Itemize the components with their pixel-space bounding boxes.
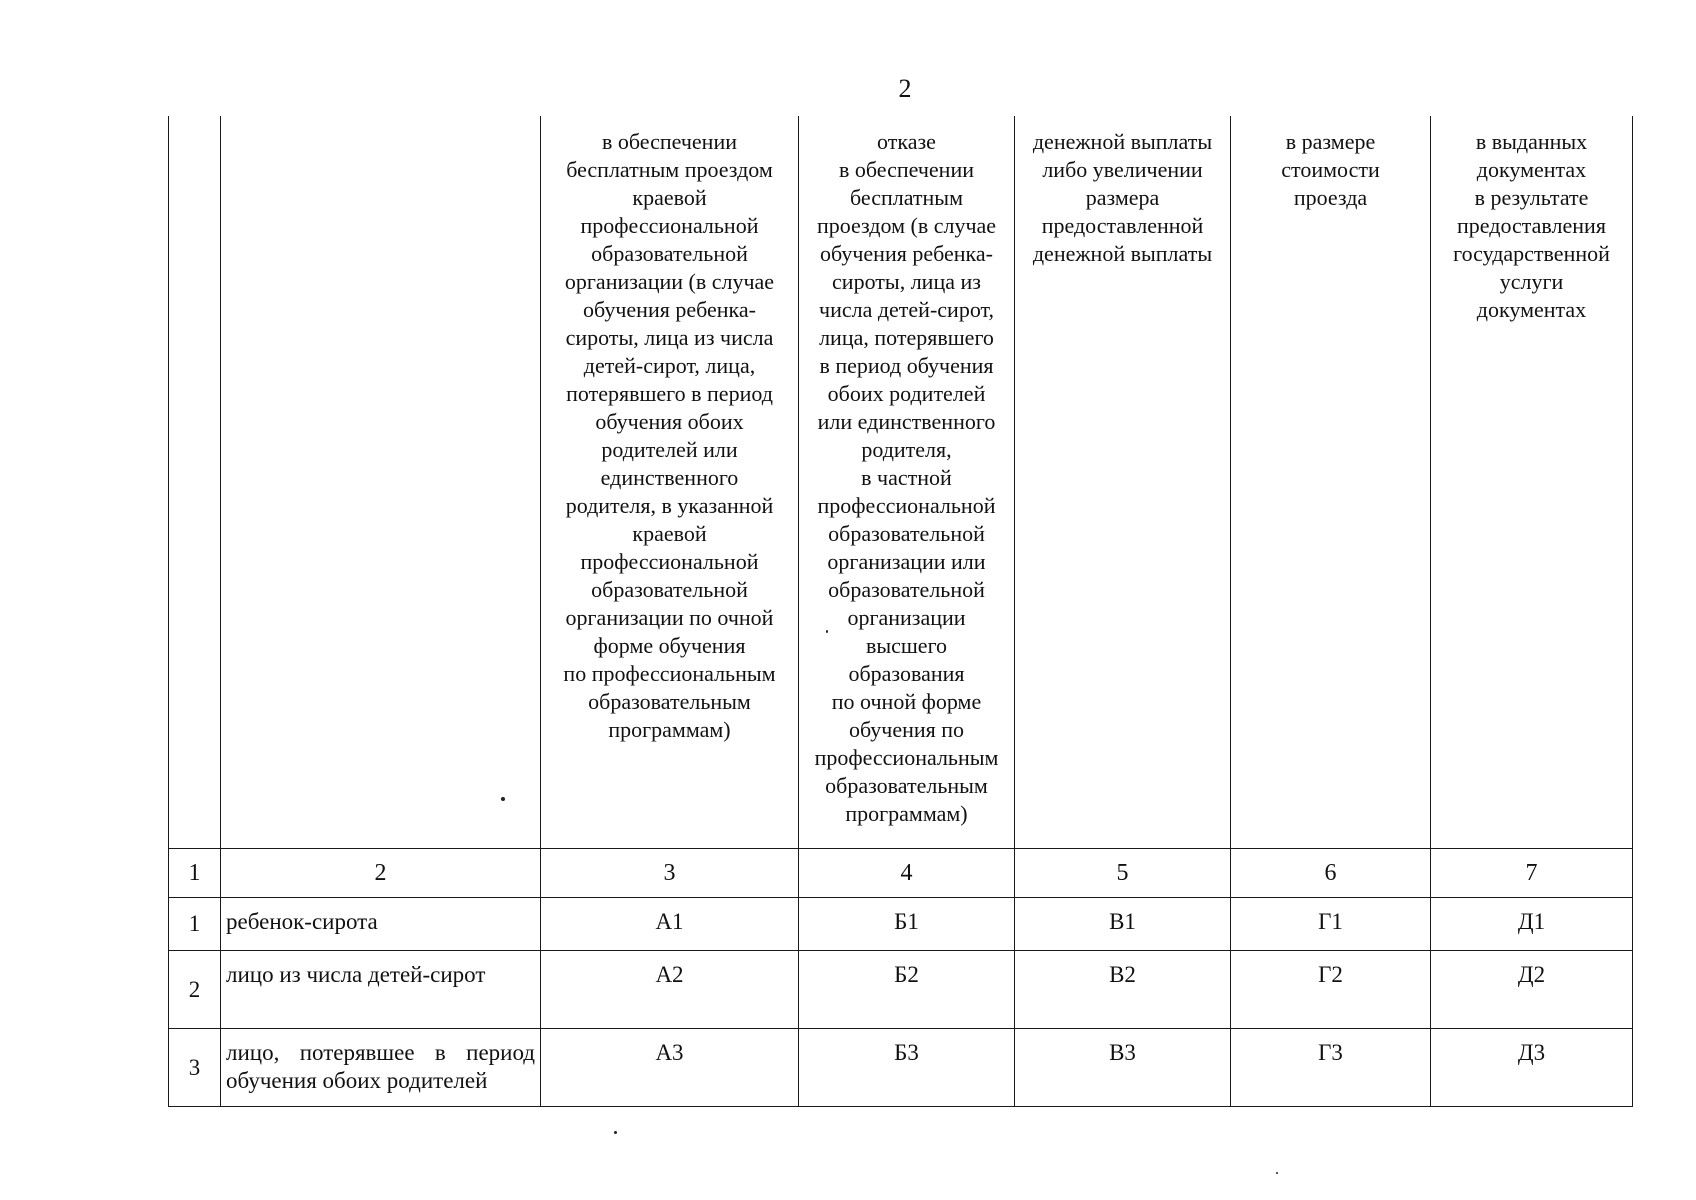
table-cell: В3 xyxy=(1015,1029,1231,1107)
header-text-7: в выданных документах в результате предоставления государственной услуги документах xyxy=(1453,129,1610,322)
table-cell: Д2 xyxy=(1431,951,1633,1029)
table-cell: А1 xyxy=(541,898,799,951)
table-cell: Г2 xyxy=(1231,951,1431,1029)
table-row xyxy=(169,898,1633,951)
header-cell-6 xyxy=(1231,116,1431,849)
data-table xyxy=(168,116,1633,1107)
row-number: 3 xyxy=(169,1029,221,1107)
table-cell: А2 xyxy=(541,951,799,1029)
row-category: ребенок-сирота xyxy=(221,898,541,951)
header-cell-5 xyxy=(1015,116,1231,849)
scan-speck xyxy=(501,797,505,801)
table-cell: Б1 xyxy=(799,898,1015,951)
header-cell-2 xyxy=(221,116,541,849)
header-cell-3 xyxy=(541,116,799,849)
table-cell: Б2 xyxy=(799,951,1015,1029)
row-number: 2 xyxy=(169,951,221,1029)
header-row xyxy=(169,116,1633,849)
column-number: 7 xyxy=(1431,849,1633,898)
table-row xyxy=(169,1029,1633,1107)
column-number: 1 xyxy=(169,849,221,898)
table-cell: В2 xyxy=(1015,951,1231,1029)
column-number: 5 xyxy=(1015,849,1231,898)
row-category: лицо из числа детей-сирот xyxy=(221,951,541,1029)
column-number: 3 xyxy=(541,849,799,898)
table-cell: Г1 xyxy=(1231,898,1431,951)
scan-speck xyxy=(1276,1172,1278,1174)
header-text-5: денежной выплаты либо увеличении размера предоставленной денежной выплаты xyxy=(1032,129,1213,266)
header-text-6: в размере стоимости проезда xyxy=(1281,129,1380,210)
table-row xyxy=(169,951,1633,1029)
row-number: 1 xyxy=(169,898,221,951)
table-cell: Д3 xyxy=(1431,1029,1633,1107)
page-number: 2 xyxy=(898,74,912,103)
scan-speck xyxy=(826,630,828,633)
header-cell-1 xyxy=(169,116,221,849)
row-category-text: лицо, потерявшее в период обучения обоих родителей xyxy=(226,1040,535,1093)
table-cell: А3 xyxy=(541,1029,799,1107)
scan-speck xyxy=(614,1131,617,1134)
table-cell: Б3 xyxy=(799,1029,1015,1107)
table-cell: Д1 xyxy=(1431,898,1633,951)
column-number-row xyxy=(169,849,1633,898)
column-number: 2 xyxy=(221,849,541,898)
header-cell-7 xyxy=(1431,116,1633,849)
header-text-3: в обеспечении бесплатным проездом краевой профессиональной образовательной организации (в случае обучения ребенка- сироты, лица из числа детей-сирот, лица, потерявшего в период обучения обоих родителей или единственного родителя, в указанной краевой профессиональной образовательной организации по очной форме обучения по профессиональным образовательным программам) xyxy=(563,129,776,742)
header-cell-4 xyxy=(799,116,1015,849)
table-cell: В1 xyxy=(1015,898,1231,951)
column-number: 6 xyxy=(1231,849,1431,898)
header-text-4: отказе в обеспечении бесплатным проездом (в случае обучения ребенка- сироты, лица из числа детей-сирот, лица, потерявшего в период обучения обоих родителей или единственного родителя, в частной профессиональной образовательной организации или образовательной организации высшего образования по очной форме обучения по профессиональным образовательным программам) xyxy=(814,129,999,826)
table-cell: Г3 xyxy=(1231,1029,1431,1107)
row-category xyxy=(221,1029,541,1107)
column-number: 4 xyxy=(799,849,1015,898)
